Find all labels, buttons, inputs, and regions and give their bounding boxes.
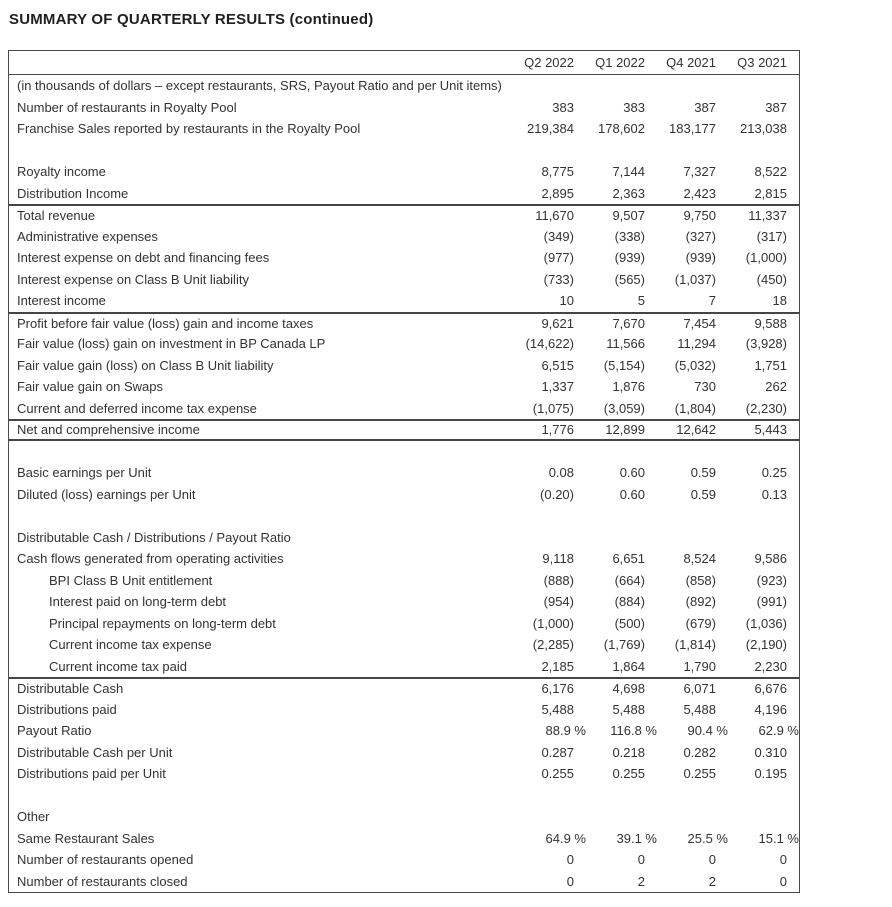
row-label: Interest expense on debt and financing fees (17, 250, 270, 266)
row-label: Payout Ratio (17, 723, 92, 739)
column-header: Q4 2021 (666, 55, 716, 70)
value-cell: 11,294 (677, 336, 716, 352)
value-cell: (977) (543, 250, 574, 266)
value-cell: 7,454 (683, 315, 716, 331)
value-cell: (892) (685, 594, 716, 610)
table-row (9, 806, 799, 828)
value-cell: (500) (614, 615, 645, 631)
row-label: Distribution Income (17, 185, 129, 201)
table-row (9, 484, 799, 506)
table-row (9, 97, 799, 119)
value-cell: (2,285) (532, 637, 574, 653)
section-heading: Other (17, 809, 50, 825)
value-cell: 387 (765, 99, 787, 115)
value-cell: 0.255 (683, 766, 716, 782)
value-cell: 62.9 % (758, 723, 799, 739)
value-cell: 5,488 (683, 701, 716, 717)
value-cell: 383 (552, 99, 574, 115)
value-cell: 0.59 (690, 486, 716, 502)
value-cell: (664) (614, 572, 645, 588)
value-cell: 12,899 (605, 422, 645, 438)
spacer-row (9, 140, 799, 162)
value-cell: 2,230 (754, 658, 787, 674)
row-label: BPI Class B Unit entitlement (49, 572, 213, 588)
table-row (9, 161, 799, 183)
row-label: Profit before fair value (loss) gain and income taxes (17, 315, 314, 331)
row-label: Same Restaurant Sales (17, 830, 155, 846)
value-cell: 39.1 % (616, 830, 657, 846)
column-header: Q3 2021 (737, 55, 787, 70)
value-cell: 9,586 (754, 551, 787, 567)
value-cell: (327) (685, 228, 716, 244)
value-cell: 0.60 (619, 465, 645, 481)
value-cell: 88.9 % (545, 723, 586, 739)
value-cell: 0.13 (761, 486, 787, 502)
value-cell: 262 (765, 379, 787, 395)
value-cell: (888) (543, 572, 574, 588)
table-row (9, 204, 799, 226)
table-row (9, 376, 799, 398)
value-cell: (3,059) (603, 400, 645, 416)
value-cell: (1,000) (532, 615, 574, 631)
value-cell: 2,185 (541, 658, 574, 674)
value-cell: 1,751 (754, 357, 787, 373)
row-label: Interest paid on long-term debt (49, 594, 227, 610)
row-label: Principal repayments on long-term debt (49, 615, 276, 631)
value-cell: (954) (543, 594, 574, 610)
row-label: Number of restaurants closed (17, 873, 188, 889)
value-cell: 25.5 % (687, 830, 728, 846)
row-label: Net and comprehensive income (17, 422, 200, 438)
value-cell: 8,524 (683, 551, 716, 567)
row-label: Current income tax paid (49, 658, 188, 674)
value-cell: (1,769) (603, 637, 645, 653)
value-cell: 0.310 (754, 744, 787, 760)
value-cell: (2,230) (745, 400, 787, 416)
value-cell: 1,864 (612, 658, 645, 674)
table-row (9, 527, 799, 549)
value-cell: 90.4 % (687, 723, 728, 739)
value-cell: 8,522 (754, 164, 787, 180)
value-cell: 6,515 (541, 357, 574, 373)
table-row (9, 312, 799, 334)
value-cell: 6,176 (541, 681, 574, 697)
value-cell: 9,621 (541, 315, 574, 331)
table-row (9, 591, 799, 613)
value-cell: 1,337 (541, 379, 574, 395)
spacer-row (9, 785, 799, 807)
column-header: Q2 2022 (524, 55, 574, 70)
row-label: Current income tax expense (49, 637, 212, 653)
row-label: Administrative expenses (17, 228, 158, 244)
value-cell: (450) (756, 271, 787, 287)
value-cell: 64.9 % (545, 830, 586, 846)
table-header (9, 51, 799, 75)
table-row (9, 398, 799, 420)
value-cell: (733) (543, 271, 574, 287)
table-note: (in thousands of dollars – except restaurants, SRS, Payout Ratio and per Unit items) (17, 78, 502, 94)
row-label: Number of restaurants opened (17, 852, 194, 868)
row-label: Distributable Cash per Unit (17, 744, 173, 760)
value-cell: (1,804) (674, 400, 716, 416)
table-row (9, 570, 799, 592)
value-cell: 116.8 % (610, 723, 657, 739)
value-cell: 2 (637, 873, 645, 889)
value-cell: (0.20) (540, 486, 574, 502)
table-row (9, 462, 799, 484)
row-label: Royalty income (17, 164, 106, 180)
value-cell: 5,488 (541, 701, 574, 717)
quarterly-results-table (8, 50, 800, 893)
value-cell: 18 (772, 293, 787, 309)
value-cell: (349) (543, 228, 574, 244)
value-cell: 4,698 (612, 681, 645, 697)
value-cell: (939) (614, 250, 645, 266)
section-heading: Distributable Cash / Distributions / Payout Ratio (17, 529, 291, 545)
value-cell: 0.287 (541, 744, 574, 760)
table-row (9, 183, 799, 205)
spacer-row (9, 505, 799, 527)
value-cell: (3,928) (745, 336, 787, 352)
value-cell: (923) (756, 572, 787, 588)
value-cell: (14,622) (525, 336, 574, 352)
value-cell: 0.282 (683, 744, 716, 760)
value-cell: 1,790 (683, 658, 716, 674)
value-cell: 0.255 (541, 766, 574, 782)
value-cell: 2,815 (754, 185, 787, 201)
value-cell: 1,876 (612, 379, 645, 395)
value-cell: 0 (566, 873, 574, 889)
value-cell: (1,036) (745, 615, 787, 631)
value-cell: (338) (614, 228, 645, 244)
row-label: Distributable Cash (17, 681, 124, 697)
row-label: Distributions paid (17, 701, 117, 717)
table-row (9, 247, 799, 269)
table-row (9, 871, 799, 893)
value-cell: 0.218 (612, 744, 645, 760)
value-cell: 2,423 (683, 185, 716, 201)
value-cell: 7,144 (612, 164, 645, 180)
row-label: Fair value gain on Swaps (17, 379, 163, 395)
row-label: Basic earnings per Unit (17, 465, 152, 481)
table-row (9, 742, 799, 764)
value-cell: 387 (694, 99, 716, 115)
value-cell: 15.1 % (758, 830, 799, 846)
table-row (9, 269, 799, 291)
value-cell: (884) (614, 594, 645, 610)
table-row (9, 763, 799, 785)
value-cell: 7,327 (683, 164, 716, 180)
value-cell: 8,775 (541, 164, 574, 180)
value-cell: (858) (685, 572, 716, 588)
value-cell: (5,154) (603, 357, 645, 373)
table-row (9, 677, 799, 699)
value-cell: 0 (708, 852, 716, 868)
row-label: Distributions paid per Unit (17, 766, 166, 782)
table-row (9, 720, 799, 742)
value-cell: 9,507 (612, 208, 645, 224)
row-label: Current and deferred income tax expense (17, 400, 257, 416)
value-cell: 183,177 (669, 121, 716, 137)
value-cell: 0.08 (548, 465, 574, 481)
value-cell: (1,075) (532, 400, 574, 416)
value-cell: (317) (756, 228, 787, 244)
value-cell: (679) (685, 615, 716, 631)
table-row (9, 548, 799, 570)
value-cell: 0 (779, 852, 787, 868)
table-row (9, 419, 799, 441)
value-cell: 0.25 (761, 465, 787, 481)
value-cell: 7 (708, 293, 716, 309)
value-cell: (939) (685, 250, 716, 266)
value-cell: 383 (623, 99, 645, 115)
spacer-row (9, 441, 799, 463)
table-row (9, 290, 799, 312)
value-cell: 178,602 (598, 121, 645, 137)
table-row (9, 613, 799, 635)
value-cell: 7,670 (612, 315, 645, 331)
value-cell: 219,384 (527, 121, 574, 137)
value-cell: 9,750 (683, 208, 716, 224)
value-cell: (1,814) (674, 637, 716, 653)
value-cell: 5,488 (612, 701, 645, 717)
value-cell: 5,443 (754, 422, 787, 438)
value-cell: 6,676 (754, 681, 787, 697)
column-header: Q1 2022 (595, 55, 645, 70)
row-label: Interest expense on Class B Unit liability (17, 271, 249, 287)
value-cell: (2,190) (745, 637, 787, 653)
row-label: Interest income (17, 293, 106, 309)
value-cell: 11,566 (606, 336, 645, 352)
page-title: SUMMARY OF QUARTERLY RESULTS (continued) (9, 11, 374, 28)
row-label: Diluted (loss) earnings per Unit (17, 486, 196, 502)
value-cell: (5,032) (674, 357, 716, 373)
table-row (9, 355, 799, 377)
value-cell: (1,000) (745, 250, 787, 266)
value-cell: 10 (559, 293, 574, 309)
value-cell: 0 (566, 852, 574, 868)
row-label: Fair value gain (loss) on Class B Unit liability (17, 357, 274, 373)
value-cell: 0.60 (619, 486, 645, 502)
row-label: Cash flows generated from operating activities (17, 551, 284, 567)
row-label: Total revenue (17, 208, 96, 224)
value-cell: 11,337 (748, 208, 787, 224)
table-row (9, 849, 799, 871)
table-row (9, 118, 799, 140)
value-cell: 6,071 (683, 681, 716, 697)
value-cell: 0 (779, 873, 787, 889)
value-cell: 6,651 (612, 551, 645, 567)
value-cell: 4,196 (754, 701, 787, 717)
value-cell: (565) (614, 271, 645, 287)
value-cell: 0.59 (690, 465, 716, 481)
value-cell: 1,776 (541, 422, 574, 438)
table-row (9, 828, 799, 850)
table-row (9, 333, 799, 355)
value-cell: (1,037) (674, 271, 716, 287)
table-row (9, 75, 799, 97)
table-row (9, 634, 799, 656)
value-cell: 0 (637, 852, 645, 868)
value-cell: 5 (637, 293, 645, 309)
table-row (9, 656, 799, 678)
value-cell: 11,670 (535, 208, 574, 224)
value-cell: 2,895 (541, 185, 574, 201)
value-cell: 213,038 (740, 121, 787, 137)
row-label: Fair value (loss) gain on investment in BP Canada LP (17, 336, 326, 352)
row-label: Number of restaurants in Royalty Pool (17, 99, 237, 115)
value-cell: 0.255 (612, 766, 645, 782)
table-row (9, 226, 799, 248)
row-label: Franchise Sales reported by restaurants in the Royalty Pool (17, 121, 361, 137)
value-cell: (991) (756, 594, 787, 610)
value-cell: 9,588 (754, 315, 787, 331)
table-body (9, 75, 799, 892)
value-cell: 2,363 (612, 185, 645, 201)
table-row (9, 699, 799, 721)
value-cell: 12,642 (676, 422, 716, 438)
value-cell: 730 (694, 379, 716, 395)
value-cell: 9,118 (542, 551, 574, 567)
value-cell: 2 (708, 873, 716, 889)
value-cell: 0.195 (754, 766, 787, 782)
